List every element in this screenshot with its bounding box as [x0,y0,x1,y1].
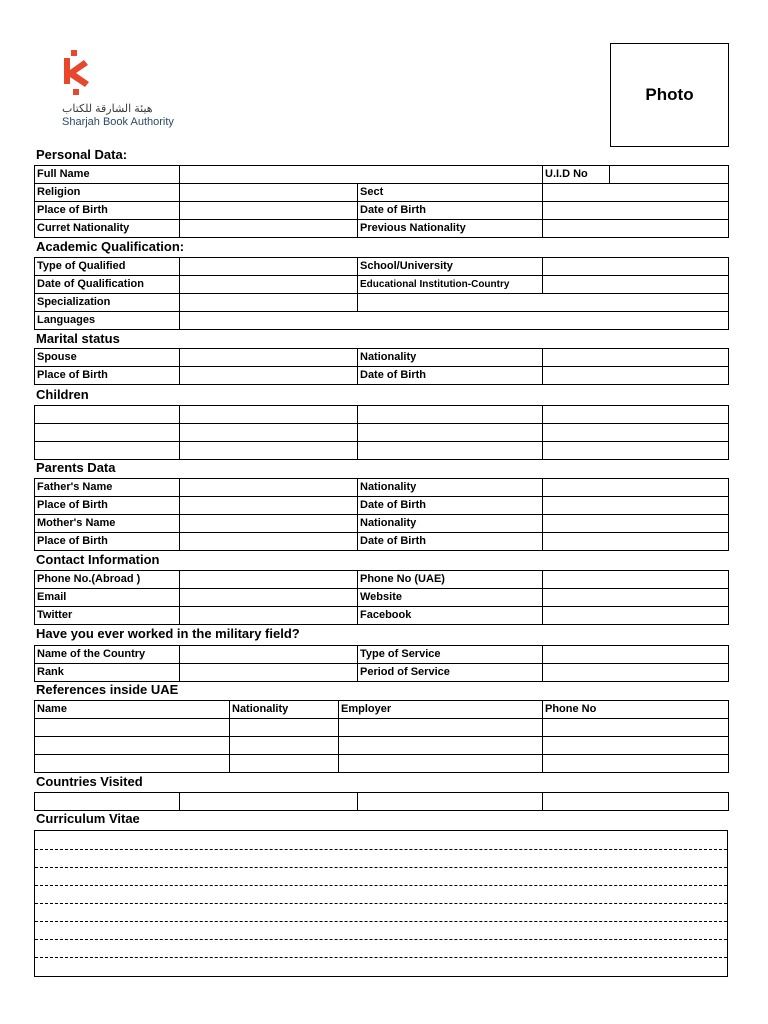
cv-line [35,921,727,922]
spouse-date-of-birth-field[interactable] [543,367,729,385]
academic-table [34,257,729,330]
sect-field[interactable] [543,184,729,202]
service-period-label: Period of Service [358,664,543,682]
place-of-birth-label: Place of Birth [35,202,180,220]
phone-abroad-field[interactable] [180,571,358,589]
military-country-label: Name of the Country [35,646,180,664]
military-table [34,645,729,682]
children-cell[interactable] [358,406,543,424]
logo-english-name: Sharjah Book Authority [62,116,174,128]
section-title-personal: Personal Data: [36,147,128,162]
date-of-birth-label: Date of Birth [358,202,543,220]
religion-label: Religion [35,184,180,202]
children-cell[interactable] [180,424,358,442]
languages-field[interactable] [180,312,729,330]
section-title-contact: Contact Information [36,552,160,567]
qualification-type-field[interactable] [180,258,358,276]
qualification-type-label: Type of Qualified [35,258,180,276]
father-place-of-birth-field[interactable] [180,497,358,515]
twitter-field[interactable] [180,607,358,625]
father-date-of-birth-label: Date of Birth [358,497,543,515]
cv-line [35,867,727,868]
mother-name-field[interactable] [180,515,358,533]
uid-field[interactable] [610,166,729,184]
current-nationality-field[interactable] [180,220,358,238]
qualification-date-field[interactable] [180,276,358,294]
facebook-label: Facebook [358,607,543,625]
date-of-birth-field[interactable] [543,202,729,220]
languages-label: Languages [35,312,180,330]
reference-cell[interactable] [339,719,543,737]
father-name-label: Father's Name [35,479,180,497]
mother-nationality-field[interactable] [543,515,729,533]
references-table [34,700,729,773]
children-cell[interactable] [358,442,543,460]
children-cell[interactable] [358,424,543,442]
specialization-field-a[interactable] [180,294,358,312]
marital-table [34,348,729,385]
spouse-nationality-field[interactable] [543,349,729,367]
section-title-cv: Curriculum Vitae [36,811,140,826]
reference-cell[interactable] [35,719,230,737]
country-cell[interactable] [180,793,358,811]
father-nationality-label: Nationality [358,479,543,497]
countries-table [34,792,729,811]
section-title-parents: Parents Data [36,460,116,475]
country-cell[interactable] [35,793,180,811]
personal-data-table [34,165,729,238]
email-label: Email [35,589,180,607]
rank-label: Rank [35,664,180,682]
website-label: Website [358,589,543,607]
cv-line [35,849,727,850]
reference-cell[interactable] [339,755,543,773]
cv-line [35,957,727,958]
previous-nationality-label: Previous Nationality [358,220,543,238]
cv-text-area[interactable] [34,830,728,977]
cv-line [35,885,727,886]
service-type-label: Type of Service [358,646,543,664]
reference-employer-header: Employer [339,701,543,719]
qualification-date-label: Date of Qualification [35,276,180,294]
sect-label: Sect [358,184,543,202]
children-cell[interactable] [35,406,180,424]
cv-line [35,903,727,904]
section-title-military: Have you ever worked in the military field? [36,626,300,641]
reference-cell[interactable] [543,755,729,773]
section-title-marital: Marital status [36,331,120,346]
spouse-place-of-birth-label: Place of Birth [35,367,180,385]
mother-date-of-birth-field[interactable] [543,533,729,551]
specialization-field-b[interactable] [358,294,729,312]
service-period-field[interactable] [543,664,729,682]
religion-field[interactable] [180,184,358,202]
previous-nationality-field[interactable] [543,220,729,238]
rank-field[interactable] [180,664,358,682]
children-cell[interactable] [180,406,358,424]
mother-nationality-label: Nationality [358,515,543,533]
reference-cell[interactable] [230,737,339,755]
reference-cell[interactable] [35,737,230,755]
reference-cell[interactable] [230,755,339,773]
mother-date-of-birth-label: Date of Birth [358,533,543,551]
children-cell[interactable] [35,424,180,442]
institution-country-field[interactable] [543,276,729,294]
cv-line [35,939,727,940]
school-field[interactable] [543,258,729,276]
phone-uae-label: Phone No (UAE) [358,571,543,589]
spouse-nationality-label: Nationality [358,349,543,367]
email-field[interactable] [180,589,358,607]
reference-cell[interactable] [543,719,729,737]
father-name-field[interactable] [180,479,358,497]
parents-table [34,478,729,551]
reference-phone-header: Phone No [543,701,729,719]
spouse-date-of-birth-label: Date of Birth [358,367,543,385]
spouse-label: Spouse [35,349,180,367]
mother-place-of-birth-label: Place of Birth [35,533,180,551]
phone-abroad-label: Phone No.(Abroad ) [35,571,180,589]
contact-table [34,570,729,625]
children-cell[interactable] [543,424,729,442]
reference-nationality-header: Nationality [230,701,339,719]
photo-label: Photo [645,85,694,104]
father-place-of-birth-label: Place of Birth [35,497,180,515]
place-of-birth-field[interactable] [180,202,358,220]
service-type-field[interactable] [543,646,729,664]
website-field[interactable] [543,589,729,607]
uid-label: U.I.D No [543,166,610,184]
phone-uae-field[interactable] [543,571,729,589]
full-name-label: Full Name [35,166,180,184]
spouse-field[interactable] [180,349,358,367]
reference-cell[interactable] [543,737,729,755]
school-label: School/University [358,258,543,276]
section-title-references: References inside UAE [36,682,179,697]
facebook-field[interactable] [543,607,729,625]
children-cell[interactable] [543,406,729,424]
father-date-of-birth-field[interactable] [543,497,729,515]
father-nationality-field[interactable] [543,479,729,497]
reference-cell[interactable] [339,737,543,755]
logo-mark-icon [60,48,96,100]
photo-box[interactable] [610,43,729,147]
current-nationality-label: Curret Nationality [35,220,180,238]
spouse-place-of-birth-field[interactable] [180,367,358,385]
mother-name-label: Mother's Name [35,515,180,533]
section-title-academic: Academic Qualification: [36,239,185,254]
full-name-field[interactable] [180,166,543,184]
reference-cell[interactable] [230,719,339,737]
children-table [34,405,729,460]
section-title-children: Children [36,387,89,402]
country-cell[interactable] [358,793,543,811]
logo-arabic-name: هيئة الشارقة للكتاب [62,103,153,115]
reference-name-header: Name [35,701,230,719]
children-cell[interactable] [35,442,180,460]
country-cell[interactable] [543,793,729,811]
military-country-field[interactable] [180,646,358,664]
reference-cell[interactable] [35,755,230,773]
sharjah-book-authority-logo [60,48,190,132]
twitter-label: Twitter [35,607,180,625]
specialization-label: Specialization [35,294,180,312]
children-cell[interactable] [543,442,729,460]
mother-place-of-birth-field[interactable] [180,533,358,551]
institution-country-label: Educational Institution-Country [358,276,543,294]
section-title-countries: Countries Visited [36,774,143,789]
children-cell[interactable] [180,442,358,460]
